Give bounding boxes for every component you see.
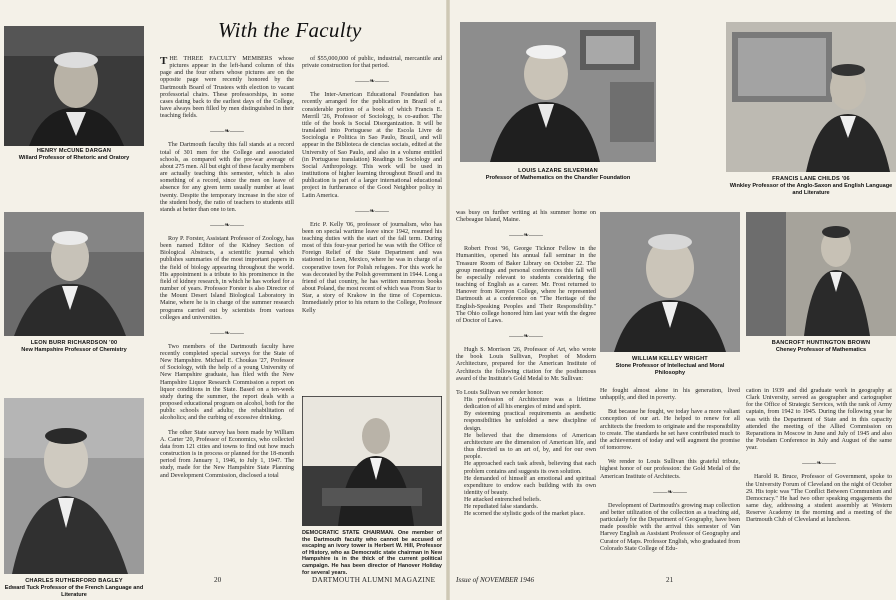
caption-name: CHARLES RUTHERFORD BAGLEY [25, 578, 123, 584]
section-ornament: ——❧—— [802, 459, 836, 468]
portrait-photo-wright [600, 212, 740, 352]
quote-line: His profession of Architecture was a lifetime dedication of all his energies of mind and spirit. [464, 396, 596, 411]
section-ornament: ——❧—— [653, 487, 687, 496]
drop-cap: T [160, 55, 168, 67]
section-ornament: ——❧—— [210, 127, 244, 136]
quote-line: He attacked entrenched beliefs. [464, 497, 542, 504]
caption-title: Willard Professor of Rhetoric and Oratory [18, 155, 130, 161]
portrait-photo-brown [746, 212, 896, 336]
portrait-photo-childs [726, 22, 896, 172]
section-ornament: ——❧—— [509, 231, 543, 240]
caption-title: Cheney Professor of Mathematics [775, 347, 867, 353]
section-ornament: ——❧—— [509, 332, 543, 341]
article-column-3 [456, 210, 596, 519]
quote-line: He demanded of himself an emotional and spiritual expenditure to endow each building with its own identity of beauty. [464, 475, 596, 496]
photo-caption-silverman [460, 168, 656, 182]
article-column-1 [160, 56, 294, 480]
quote-line: He believed that the dimensions of American architecture are the dimension of American life, and thus directed us to an art of, by, and for our own people. [464, 432, 596, 461]
paragraph: Robert Frost '96, George Ticknor Fellow in the Humanities, opened his annual fall seminar in the Treasure Room of Baker Library on October 22. The group meetings and personal conferences this fall will be especially relevant to students considering the teaching of English as a career. Mr. Frost returned to Hanover from Kenyon College, where he represented Dartmouth at a conference on "The Heritage of the English-Speaking Peoples and Their Responsibility." The Ohio college honored him last year with the degree of Doctor of Laws. [456, 246, 596, 324]
paragraph: The Inter-American Educational Foundation has recently arranged for the publication in Brazil of a considerable portion of a book of which Francis E. Merrill '26, Professor of Sociology, is co-author. The title of the book is Social Disorganization. It will be translated into Portuguese at the Escola Livre de Sociologia e Politica in Sao Paulo, Brazil, and will appear in the Biblioteca de ciencias sociais, edited at the University of Sao Paulo, and also in a volume entitled (in Portuguese translation) Readings in Sociology and Social Anthropology. This work will be used in institutions of higher learning throughout Brazil and its publication is part of a larger international educational project in furtherance of the Good Neighbor policy in Latin America. [302, 92, 442, 199]
article-column-4 [600, 388, 740, 553]
caption-name: WILLIAM KELLEY WRIGHT [632, 356, 708, 362]
photo-caption-childs [726, 176, 896, 197]
citation-quote [456, 390, 596, 519]
section-ornament: ——❧—— [355, 77, 389, 86]
paragraph: THE THREE FACULTY MEMBERS whose pictures appear in the left-hand column of this page and the four others whose pictures are on the opposite page were recently honored by the Dartmouth Board of Trustees with election to vacant professorial chairs. These professorships, in some cases dating back to the earliest days of the College, have always been filled by men distinguished in their teaching fields. [160, 55, 294, 120]
caption-title: Stone Professor of Intellectual and Moral Philosophy [615, 363, 725, 376]
photo-caption-brown [746, 340, 896, 354]
section-ornament: ——❧—— [355, 206, 389, 215]
page-title: With the Faculty [218, 18, 362, 42]
quote-line: He scorned the stylistic gods of the market place. [464, 511, 585, 518]
paragraph: cation in 1939 and did graduate work in geography at Clark University, served as geographer and cartographer for the Office of Strategic Services, with the rank of Army captain, from 1942 to 1945. During the following year he was with the Department of State and in this capacity attended the meeting of the Allied Commission on Reparations in Moscow in June and July of 1945 and also the Potsdam Conference in July and August of the same year. [746, 388, 892, 452]
portrait-photo-richardson [4, 212, 144, 336]
photo-caption-hill: DEMOCRATIC STATE CHAIRMAN. One member of the Dartmouth faculty who cannot be accused of escaping an ivory tower is Herbert W. Hill, Professor of History, who as Democratic state chairman in New Hampshire is in the thick of the current political campaign. He has been director of Hanover Holiday for several years. [302, 530, 442, 576]
paragraph: Development of Dartmouth's growing map collection and better utilization of the collection as a teaching aid, particularly for the Department of Geography, have been made possible with the arrival this semester of Van Harvey English as Assistant Professor of Geography and Curator of Maps. Professor English, who graduated from Colorado State College of Edu- [600, 502, 741, 552]
portrait-photo-dargan [4, 26, 144, 146]
page-number-left: 20 [214, 576, 222, 584]
quote-line: He repudiated false standards. [464, 504, 538, 511]
photo-caption-bagley [4, 578, 144, 599]
paragraph: The Dartmouth faculty this fall stands at a record total of 301 men for the College and associated schools, as compared with the pre-war average of about 275 men. All but eight of these faculty members are actually teaching this semester, which is also something of a record, since the men on leave of absence for any given term usually number at least twenty. Despite the temporary increase in the size of the student body, the ratio of teachers to students still stands at better than one to ten. [160, 142, 294, 213]
paragraph: Harold R. Bruce, Professor of Government, spoke to the University Forum of Cleveland on the night of October 29. His topic was "The Conflict Between Communism and Democracy." He had two other speaking engagements the same day, addressing a student assembly at Western Reserve Academy in the morning and a meeting of the Dartmouth Club of Cleveland at luncheon. [746, 474, 892, 524]
quote-line: To Louis Sullivan we render honor: [456, 389, 544, 396]
caption-title: Professor of Mathematics on the Chandler Foundation [485, 175, 631, 181]
quote-line: He approached each task afresh, believing that each problem contains and suggests its own solution. [464, 461, 596, 475]
caption-title: Edward Tuck Professor of the French Language and Literature [4, 585, 144, 598]
paragraph: Two members of the Dartmouth faculty have recently completed special surveys for the State of New Hampshire. Michael E. Choukas '27, Professor of Sociology, with the help of a young University of New Hampshire graduate, has filed with the New Hampshire Liquor Research Commission a report on liquor conditions in the State. Based on a ten-week study during the summer, the report deals with a proposed educational program on alcohol, both for the public schools and adults; the rehabilitation of alcoholics; and the curbing of excessive drinking. [160, 343, 294, 422]
portrait-photo-silverman [460, 22, 656, 162]
quote-line: By esteeming practical requirements as aesthetic responsibilities he unfolded a new discipline of design. [464, 411, 596, 432]
paragraph: The other State survey has been made by William A. Carter '20, Professor of Economics, who collected data from 121 cities and towns to find out how much construction is in process or planned for the 18-month period from January 1, 1946, to July 1, 1947. The study, made for the New Hampshire State Planning and Development Commission, disclosed a total [160, 429, 294, 479]
right-page [450, 0, 896, 600]
photo-herbert-hill [302, 396, 442, 526]
caption-name: FRANCIS LANE CHILDS '06 [772, 176, 850, 182]
paragraph: Eric P. Kelly '06, professor of journalism, who has been on special wartime leave since 1942, resumed his teaching duties with the start of the fall term. During most of this four-year period he was with the Office of Foreign Relief of the State Department and was stationed in Leon, Mexico, where he was in charge of a cooperative town for Polish refugees. For this work he was decorated by the Polish government in 1944. Long a friend of that country, he has written numerous books about Poland, the most recent of which was From Star to Star, a story of Krakow in the time of Copernicus. Immediately prior to his return to the College, Professor Kelly [302, 221, 442, 314]
photo-caption-wright [600, 356, 740, 377]
caption-title: Winkley Professor of the Anglo-Saxon and English Language and Literature [729, 183, 893, 196]
paragraph: We render to Louis Sullivan this grateful tribute, highest honor of our profession: the Gold Medal of the American Institute of Architects. [600, 459, 740, 480]
magazine-name: DARTMOUTH ALUMNI MAGAZINE [312, 576, 436, 584]
caption-name: LEON BURR RICHARDSON '00 [30, 340, 118, 346]
article-column-2 [302, 56, 442, 322]
paragraph: was busy on further writing at his summer home on Chebeague Island, Maine. [456, 210, 596, 224]
photo-caption-dargan [4, 148, 144, 162]
paragraph: of $55,000,000 of public, industrial, mercantile and private construction for that period. [302, 56, 442, 70]
caption-name: HENRY McCUNE DARGAN [36, 148, 112, 154]
paragraph: He fought almost alone in his generation, lived unhappily, and died in poverty. [600, 388, 740, 402]
portrait-photo-bagley [4, 398, 144, 574]
caption-name: LOUIS LAZARE SILVERMAN [518, 168, 598, 174]
paragraph: Roy P. Forster, Assistant Professor of Zoology, has been named Editor of the Kidney Section of Biological Abstracts, a scientific journal which publishes summaries of the most important papers in the field of biology appearing throughout the world. His appointment is a tribute to his prominence in the field of kidney research, in which he has worked for a number of years. Professor Forster is also Director of the Mount Desert Island Biological Laboratory in Maine, where he is in charge of the summer research programs carried out by scientists from various colleges and universities. [160, 235, 294, 321]
photo-caption-richardson [4, 340, 144, 354]
page-number-right: 21 [666, 576, 674, 584]
section-ornament: ——❧—— [210, 328, 244, 337]
paragraph: Hugh S. Morrison '26, Professor of Art, who wrote the book Louis Sullivan, Prophet of Modern Architecture, prepared for the American Institute of Architects the following citation for the posthumous award of the Institute's Gold Medal to Mr. Sullivan: [456, 347, 596, 382]
caption-title: New Hampshire Professor of Chemistry [21, 347, 127, 353]
section-ornament: ——❧—— [210, 220, 244, 229]
paragraph: But because he fought, we today have a more valiant conception of our art. He helped to renew for all architects the freedom to originate and the responsibility to create. The standards he set have contributed much to the achievement of today and will augment the promise of tomorrow. [600, 409, 740, 452]
caption-name: BANCROFT HUNTINGTON BROWN [771, 340, 871, 346]
issue-date: Issue of NOVEMBER 1946 [456, 576, 535, 584]
article-column-5 [746, 388, 892, 532]
